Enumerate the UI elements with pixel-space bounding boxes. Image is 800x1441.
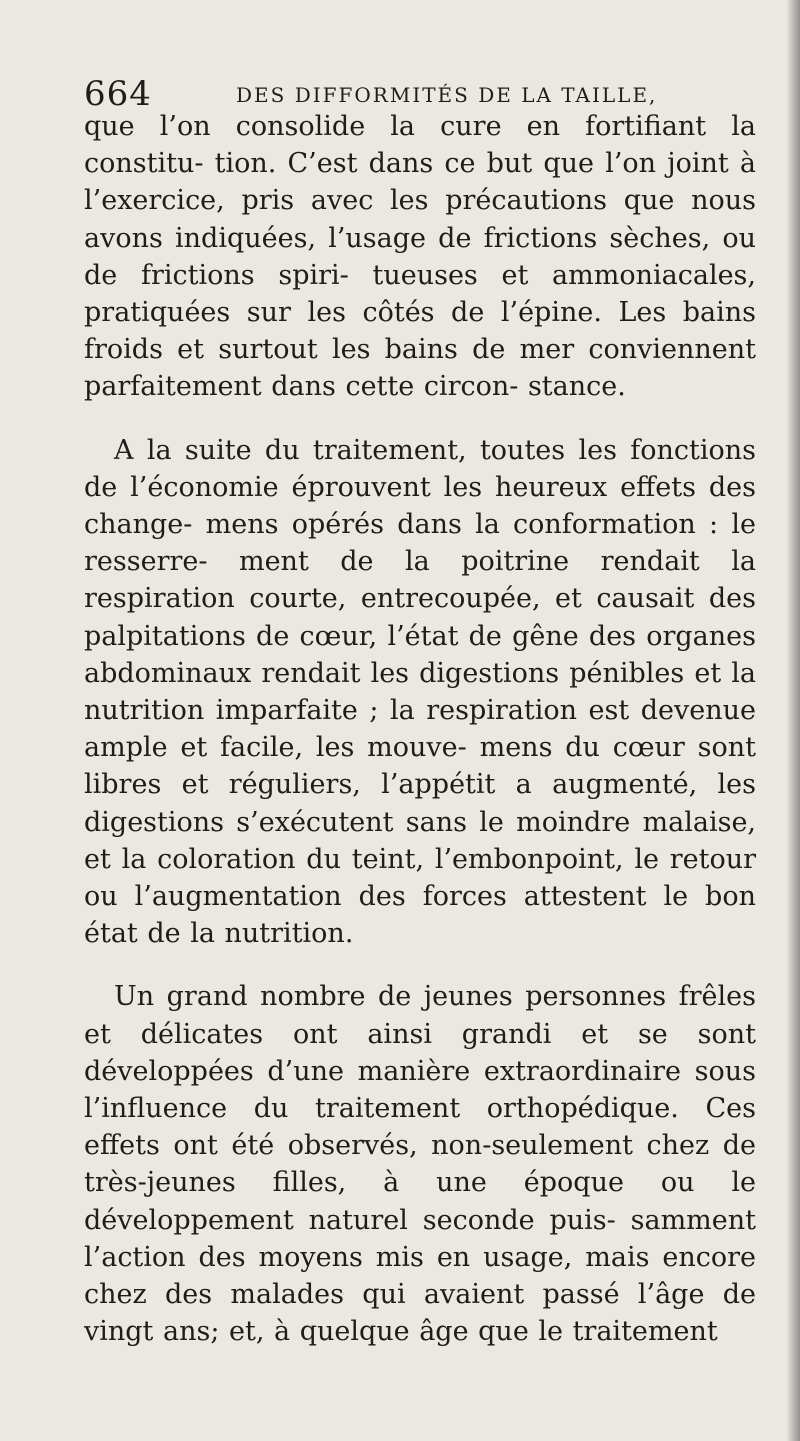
- paragraph-2: A la suite du traitement, toutes les fonctions de l’économie éprouvent les heureux effets des change- mens opérés dans la conformation : le resserre- ment de la poitrine rendait la respiration courte, entrecoupée, et causait des palpitations de cœur, l’état de gêne des organes abdominaux rendait les digestions pénibles et la nutrition imparfaite ; la respiration est devenue ample et facile, les mouve- mens du cœur sont libres et réguliers, l’appétit a augmenté, les digestions s’exécutent sans le moindre malaise, et la coloration du teint, l’embonpoint, le retour ou l’augmentation des forces attestent le bon état de la nutrition.: [84, 434, 756, 950]
- page-edge-shadow: [786, 0, 800, 1441]
- body-text: [84, 108, 756, 1351]
- paragraph-3: Un grand nombre de jeunes personnes frêles et délicates ont ainsi grandi et se sont développées d’une manière extraordinaire sous l’influence du traitement orthopédique. Ces effets ont été observés, non-seulement chez de très-jeunes filles, à une époque ou le développement naturel seconde puis- samment l’action des moyens mis en usage, mais encore chez des malades qui avaient passé l’âge de vingt ans; et, à quelque âge que le traitement: [84, 981, 756, 1348]
- running-head-title: DES DIFFORMITÉS DE LA TAILLE,: [236, 83, 658, 107]
- page-number: 664: [84, 74, 152, 114]
- paragraph-1: que l’on consolide la cure en fortifiant la constitu- tion. C’est dans ce but que l’on joint à l’exercice, pris avec les précautions que nous avons indiquées, l’usage de frictions sèches, ou de frictions spiri- tueuses et ammoniacales, pratiquées sur les côtés de l’épine. Les bains froids et surtout les bains de mer conviennent parfaitement dans cette circon- stance.: [84, 111, 756, 403]
